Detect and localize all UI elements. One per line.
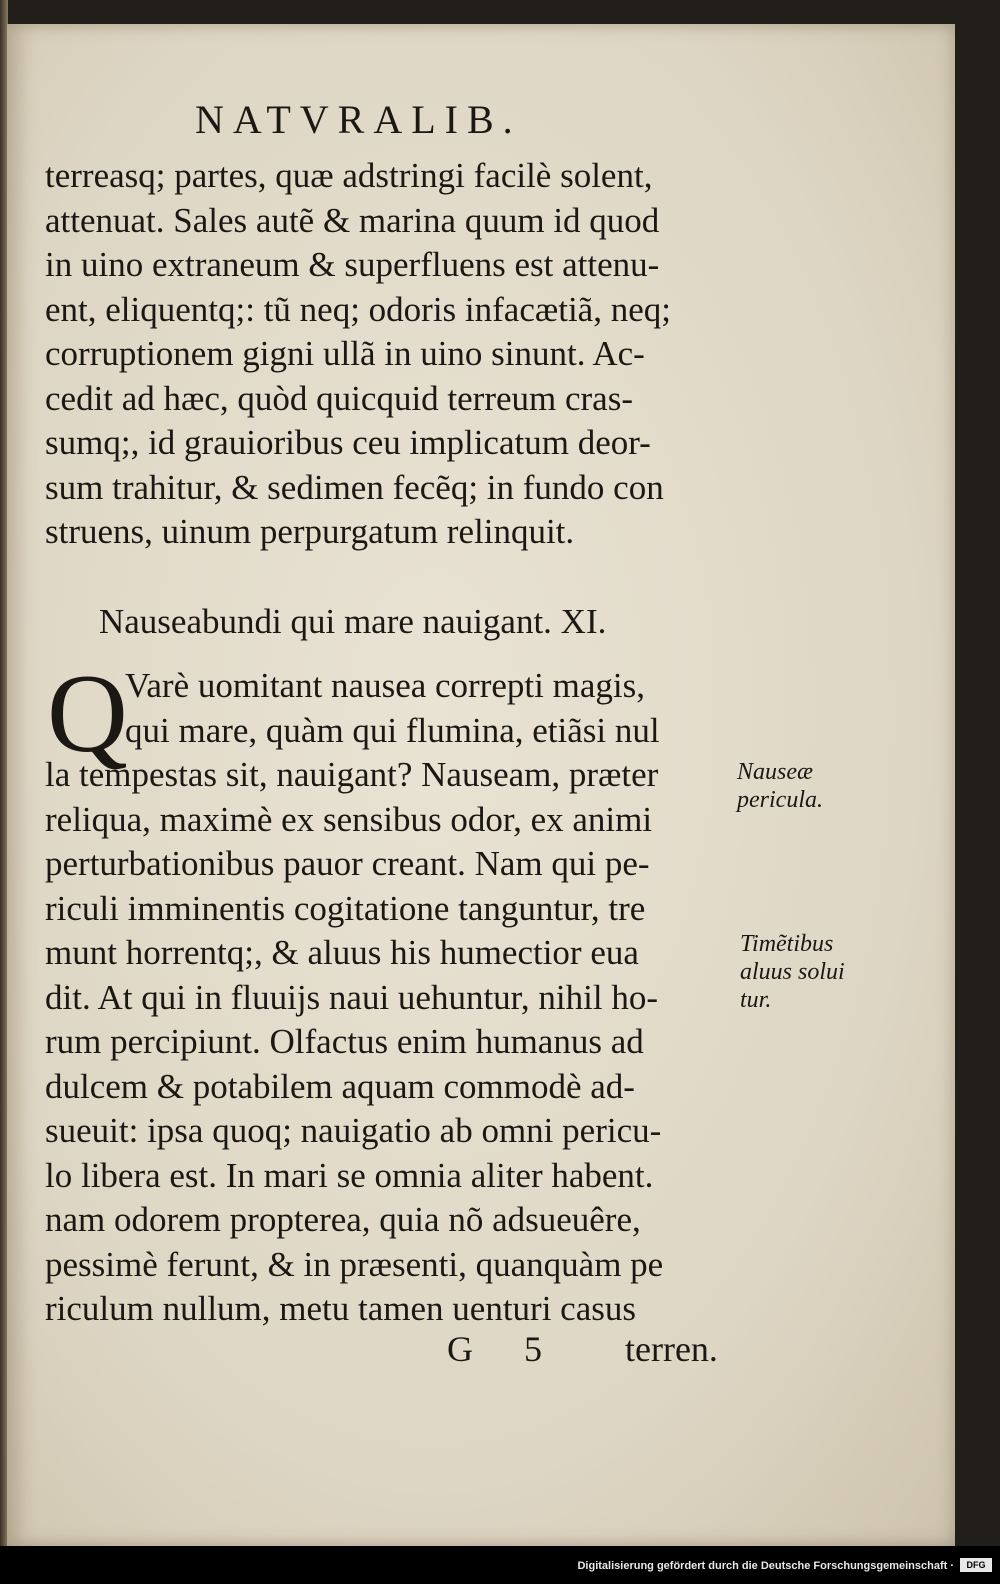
signature-number: 5	[524, 1329, 542, 1369]
text-line: sum trahitur, & sedimen fecẽq; in fundo con	[45, 467, 664, 507]
text-line: riculum nullum, metu tamen uenturi casus	[45, 1289, 636, 1328]
catchword: terren.	[625, 1329, 718, 1369]
text-line: sueuit: ipsa quoq; nauigatio ab omni pericu-	[45, 1111, 662, 1150]
text-line: cedit ad hæc, quòd quicquid terreum cras-	[45, 378, 633, 418]
chapter-title: Nauseabundi qui mare nauigant.	[99, 602, 552, 641]
chapter-heading	[99, 602, 719, 642]
margin-note-line: Nauseæ	[737, 759, 814, 785]
text-line: rum percipiunt. Olfactus enim humanus ad	[45, 1022, 644, 1061]
paragraph-2	[45, 652, 765, 1332]
text-line: la tempestas sit, nauigant? Nauseam, præter	[45, 755, 659, 794]
book-page	[7, 24, 955, 1546]
text-line: struens, uinum perpurgatum relinquit.	[45, 512, 575, 551]
margin-note-line: aluus solui	[740, 959, 845, 985]
text-line: dit. At qui in fluuijs naui uehuntur, nihil ho-	[45, 977, 659, 1017]
text-line: sumq;, id grauioribus ceu implicatum deor-	[45, 423, 651, 462]
text-line: ent, eliquentq;: tũ neq; odoris infacætiã, neq;	[45, 289, 671, 329]
margin-note-line: Timẽtibus	[740, 931, 834, 957]
text-line: attenuat. Sales autẽ & marina quum id quod	[45, 200, 660, 240]
funding-credit: Digitalisierung gefördert durch die Deutsche Forschungsgemeinschaft ·	[577, 1560, 954, 1572]
text-line: munt horrentq;, & aluus his humectior eua	[45, 933, 639, 972]
dfg-logo: DFG	[960, 1558, 992, 1572]
text-line: Varè uomitant nausea correpti magis,	[125, 666, 645, 705]
margin-note-line: pericula.	[737, 787, 823, 813]
text-line: in uino extraneum & superfluens est attenu-	[45, 245, 660, 284]
text-line: terreasq; partes, quæ adstringi facilè solent,	[45, 156, 653, 195]
text-line: dulcem & potabilem aquam commodè ad-	[45, 1066, 635, 1106]
digitization-footer	[0, 1546, 1000, 1584]
margin-note-line: tur.	[740, 987, 772, 1013]
margin-note-fear	[740, 930, 845, 1014]
chapter-number: XI.	[560, 602, 607, 641]
running-head: NATVRALIB.	[195, 97, 522, 142]
text-line: perturbationibus pauor creant. Nam qui pe-	[45, 844, 650, 883]
text-line: lo libera est. In mari se omnia aliter habent.	[45, 1155, 654, 1195]
text-line: pessimè ferunt, & in præsenti, quanquàm pe	[45, 1244, 664, 1284]
text-line: reliqua, maximè ex sensibus odor, ex animi	[45, 799, 653, 839]
signature-letter: G	[447, 1329, 477, 1369]
text-line: nam odorem propterea, quia nõ adsueuêre,	[45, 1200, 641, 1239]
drop-cap: Q	[47, 652, 128, 776]
text-line: qui mare, quàm qui flumina, etiãsi nul	[125, 710, 660, 750]
text-line: corruptionem gigni ullã in uino sinunt. Ac-	[45, 334, 645, 373]
margin-note-nausea	[737, 758, 823, 814]
text-line: riculi imminentis cogitatione tanguntur, tre	[45, 888, 646, 928]
paragraph-1	[45, 154, 745, 555]
